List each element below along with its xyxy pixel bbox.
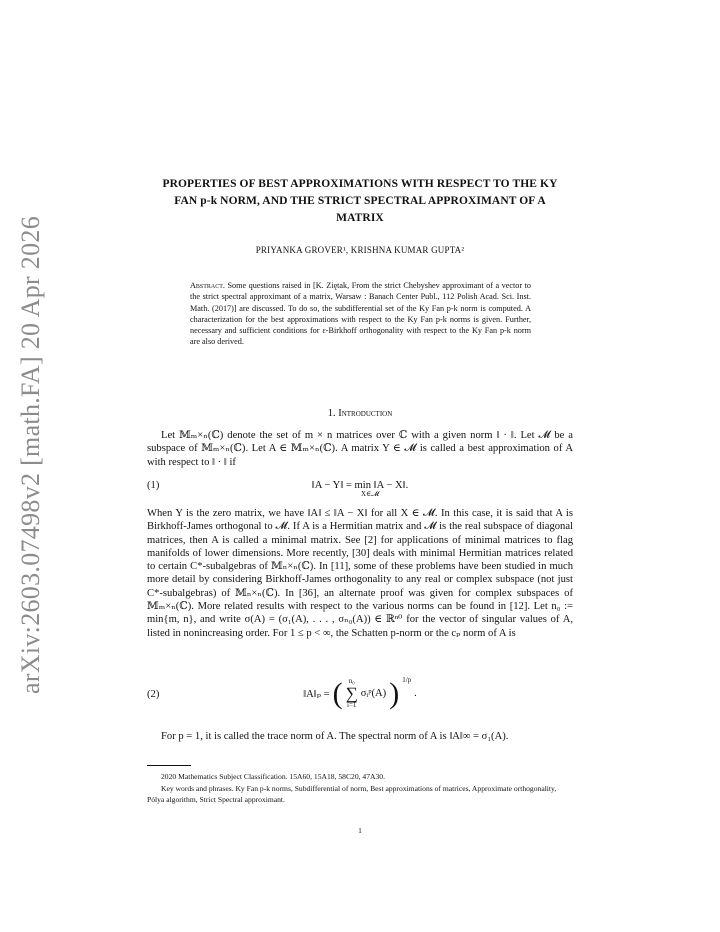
equation-1-number: (1): [147, 480, 160, 491]
abstract: [190, 280, 531, 348]
abstract-text: Some questions raised in [K. Ziętak, From the strict Chebyshev approximant of a vector to the strict spectral approximant of a matrix, Warsaw : Banach Center Publ., 112 Polish Acad. Sci. Inst. Math. (2017)] are discussed. To do so, the subdifferential set of the Ky Fan p-k norm is computed. A characterization for the best approximations with respect to the Ky Fan p-k norms is given. Further, necessary and sufficient conditions for ε-Birkhoff orthogonality with respect to the Ky Fan p-k norm are also derived.: [190, 281, 531, 347]
abstract-label: Abstract.: [190, 281, 225, 290]
equation-2-number: (2): [147, 689, 160, 700]
equation-1-subscript: X∈𝓜: [360, 490, 380, 498]
sum-upper-limit: n₀: [348, 677, 355, 685]
section-number: 1.: [327, 408, 336, 419]
equation-2-lhs: ‖A‖ₚ =: [303, 688, 330, 700]
arxiv-sidebar-stamp: [14, 215, 48, 695]
title-line-2: FAN p-k NORM, AND THE STRICT SPECTRAL APPROXIMANT OF A: [174, 195, 546, 207]
paragraph-3: For p = 1, it is called the trace norm of A. The spectral norm of A is ‖A‖∞ = σ₁(A).: [161, 731, 509, 742]
section-title: Introduction: [338, 408, 393, 419]
paper-title: [150, 176, 570, 227]
equation-2-body: ‖A‖ₚ = ( n₀ ∑ i=1 σᵢᵖ(A) ) 1/p .: [303, 676, 417, 710]
paragraph-2: When Y is the zero matrix, we have ‖A‖ ≤ ‖A − X‖ for all X ∈ 𝓜. In this case, it is said that A is Birkhoff-James orthogonal to 𝓜. If A is a Hermitian matrix and 𝓜 is the real subspace of diagonal matrices, then A is called a minimal matrix. See [2] for applications of minimal matrices to flag manifolds of lower dimensions. More recently, [30] deals with minimal Hermitian matrices related to certain C*-subalgebras of 𝕄ₙ×ₙ(ℂ). In [11], some of these problems have been studied in much more detail by considering Birkhoff-James orthogonality to any real or complex subspace (not just C*-subalgebras) of 𝕄ₙ×ₙ(ℂ). In [36], an alternate proof was given for complex subspaces of 𝕄ₘ×ₙ(ℂ). More related results with respect to the various norms can be found in [12]. Let n₀ := min{m, n}, and write σ(A) = (σ₁(A), . . . , σₙ₀(A)) ∈ ℝⁿ⁰ for the vector of singular values of A, listed in nonincreasing order. For 1 ≤ p < ∞, the Schatten p-norm or the cₚ norm of A is: [147, 508, 573, 639]
sum-term: σᵢᵖ(A): [360, 688, 387, 699]
footnote-rule: [147, 765, 191, 766]
author-list: PRIYANKA GROVER¹, KRISHNA KUMAR GUPTA²: [255, 245, 465, 255]
footnote-msc: 2020 Mathematics Subject Classification. 15A60, 15A18, 58C20, 47A30.: [161, 772, 385, 781]
equation-2-exponent: 1/p: [402, 676, 412, 684]
title-line-3: MATRIX: [336, 212, 384, 224]
equation-2: [147, 678, 573, 722]
footnote-keywords: Key words and phrases. Ky Fan p-k norms, Subdifferential of norm, Best approximations of matrices, Approximate orthogonality, Pólya algorithm, Strict Spectral approximant.: [147, 784, 557, 804]
title-line-1: PROPERTIES OF BEST APPROXIMATIONS WITH RESPECT TO THE KY: [162, 178, 558, 190]
equation-1-body: ‖A − Y‖ = min ‖A − X‖. X∈𝓜: [147, 480, 573, 499]
page-number: 1: [358, 826, 362, 835]
section-heading: [150, 408, 570, 419]
arxiv-id-text: arXiv:2603.07498v2 [math.FA] 20 Apr 2026: [16, 215, 45, 695]
equation-1: [147, 480, 573, 502]
sum-lower-limit: i=1: [347, 701, 357, 709]
paragraph-1: Let 𝕄ₘ×ₙ(ℂ) denote the set of m × n matrices over ℂ with a given norm ‖ · ‖. Let 𝓜 be a subspace of 𝕄ₘ×ₙ(ℂ). Let A ∈ 𝕄ₘ×ₙ(ℂ). A matrix Y ∈ 𝓜 is called a best approximation of A with respect to ‖ · ‖ if: [147, 430, 573, 468]
